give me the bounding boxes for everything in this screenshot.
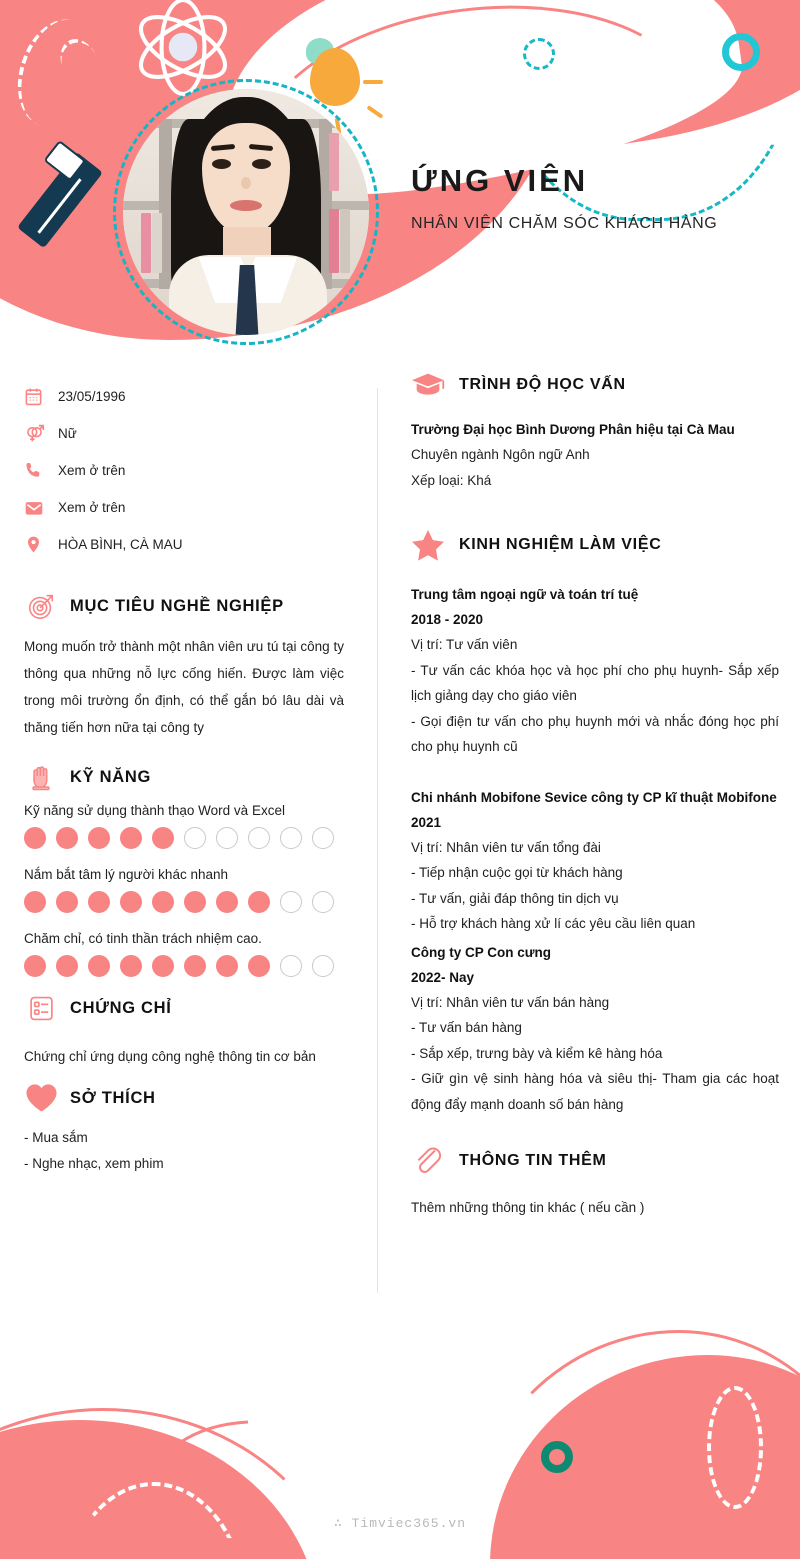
section-header-experience [411, 529, 779, 561]
hobby-item: - Nghe nhạc, xem phim [24, 1156, 164, 1171]
contact-value-address: HÒA BÌNH, CÀ MAU [58, 537, 183, 552]
experience-period: 2022- Nay [411, 969, 475, 985]
green-ring-icon [540, 1440, 574, 1474]
section-experience [411, 529, 779, 1117]
experience-item [411, 786, 779, 937]
paperclip-icon [411, 1145, 445, 1177]
contact-item-birthday [24, 378, 344, 415]
name-block [411, 163, 717, 233]
section-title-objective: MỤC TIÊU NGHỀ NGHIỆP [70, 596, 284, 615]
section-additional [411, 1145, 779, 1221]
target-icon [24, 591, 58, 621]
contact-value-gender: Nữ [58, 426, 77, 441]
experience-duty: - Hỗ trợ khách hàng xử lí các yêu cầu liên quan [411, 916, 696, 931]
section-title-skills: KỸ NĂNG [70, 767, 151, 786]
skill-label: Nắm bắt tâm lý người khác nhanh [24, 867, 228, 882]
graduation-cap-icon [411, 372, 445, 398]
certificates-text: Chứng chỉ ứng dụng công nghệ thông tin cơ bản [24, 1049, 316, 1064]
section-header-education [411, 372, 779, 398]
experience-duty: - Tư vấn, giải đáp thông tin dịch vụ [411, 890, 619, 906]
skill-rating [24, 827, 344, 849]
section-header-skills [24, 763, 344, 791]
experience-duty: - Tiếp nhận cuộc gọi từ khách hàng [411, 865, 623, 880]
section-education [411, 372, 779, 493]
contact-value-phone: Xem ở trên [58, 463, 126, 478]
section-objective [24, 591, 344, 741]
section-certificates [24, 995, 344, 1069]
experience-item [411, 941, 779, 1118]
star-icon [411, 529, 445, 561]
skill-label: Chăm chỉ, có tinh thần trách nhiệm cao. [24, 931, 262, 946]
education-school: Trường Đại học Bình Dương Phân hiệu tại Cà Mau [411, 422, 735, 437]
white-dashed-loop-icon [707, 1386, 763, 1509]
section-title-certificates: CHỨNG CHỈ [70, 999, 172, 1017]
heart-icon [24, 1083, 58, 1113]
education-grade: Xếp loại: Khá [411, 472, 492, 488]
experience-duty: - Tư vấn bán hàng [411, 1020, 522, 1035]
contact-value-email: Xem ở trên [58, 500, 126, 515]
gender-icon [24, 423, 58, 444]
section-title-experience: KINH NGHIỆM LÀM VIỆC [459, 536, 662, 553]
left-column [24, 378, 344, 1177]
experience-duty: - Giữ gìn vệ sinh hàng hóa và siêu thị- Tham gia các hoạt động đẩy mạnh doanh số bán hàng [411, 1071, 779, 1112]
experience-duty: - Gọi điện tư vấn cho phụ huynh mới và nhắc đóng học phí cho phụ huynh cũ [411, 713, 779, 754]
skill-rating [24, 891, 344, 913]
section-title-hobbies: SỞ THÍCH [70, 1088, 156, 1107]
avatar-dashed-ring [113, 79, 379, 345]
experience-position: Vị trí: Tư vấn viên [411, 637, 518, 652]
right-column [411, 372, 779, 1221]
location-pin-icon [24, 535, 58, 554]
contact-value-birthday: 23/05/1996 [58, 389, 126, 404]
experience-company: Trung tâm ngoại ngữ và toán trí tuệ [411, 587, 639, 602]
section-header-certificates [24, 995, 344, 1022]
contact-item-address [24, 526, 344, 563]
job-title-subtitle: NHÂN VIÊN CHĂM SÓC KHÁCH HÀNG [411, 215, 718, 232]
contact-item-phone [24, 452, 344, 489]
phone-icon [24, 461, 58, 480]
section-header-additional [411, 1145, 779, 1177]
experience-position: Vị trí: Nhân viên tư vấn tổng đài [411, 839, 601, 855]
page-title: ỨNG VIÊN [411, 163, 589, 198]
section-title-additional: THÔNG TIN THÊM [459, 1152, 607, 1169]
section-header-hobbies [24, 1083, 344, 1113]
section-hobbies [24, 1083, 344, 1177]
objective-text: Mong muốn trở thành một nhân viên ưu tú tại công ty thông qua những nỗ lực cống hiến. Được làm việc trong môi trường ổn định, có thể gắn bó lâu dài và thăng tiến hơn nữa tại công ty [24, 639, 344, 735]
experience-period: 2021 [411, 814, 442, 830]
section-header-objective [24, 591, 344, 621]
contact-item-email [24, 489, 344, 526]
experience-duty: - Tư vấn các khóa học và học phí cho phụ huynh- Sắp xếp lịch giảng dạy cho giáo viên [411, 662, 779, 703]
calendar-icon [24, 387, 58, 406]
section-title-education: TRÌNH ĐỘ HỌC VẤN [459, 376, 626, 393]
contact-item-gender [24, 415, 344, 452]
experience-company: Công ty CP Con cưng [411, 944, 552, 960]
column-divider [377, 388, 378, 1293]
experience-position: Vị trí: Nhân viên tư vấn bán hàng [411, 994, 610, 1010]
hand-icon [24, 763, 58, 791]
experience-company: Chi nhánh Mobifone Sevice công ty CP kĩ thuật Mobifone [411, 789, 777, 805]
avatar [113, 79, 379, 345]
skill-rating [24, 955, 344, 977]
experience-item [411, 583, 779, 760]
coral-swoosh [150, 1420, 250, 1480]
additional-text: Thêm những thông tin khác ( nếu cần ) [411, 1200, 645, 1215]
experience-period: 2018 - 2020 [411, 612, 484, 627]
education-major: Chuyên ngành Ngôn ngữ Anh [411, 447, 590, 462]
watermark: ∴ Timviec365.vn [333, 1516, 467, 1531]
checklist-icon [24, 995, 58, 1022]
contact-list [24, 378, 344, 563]
experience-duty: - Sắp xếp, trưng bày và kiểm kê hàng hóa [411, 1045, 663, 1061]
email-icon [24, 498, 58, 518]
hobby-item: - Mua sắm [24, 1130, 88, 1145]
skill-label: Kỹ năng sử dụng thành thạo Word và Excel [24, 803, 285, 818]
section-skills [24, 763, 344, 977]
